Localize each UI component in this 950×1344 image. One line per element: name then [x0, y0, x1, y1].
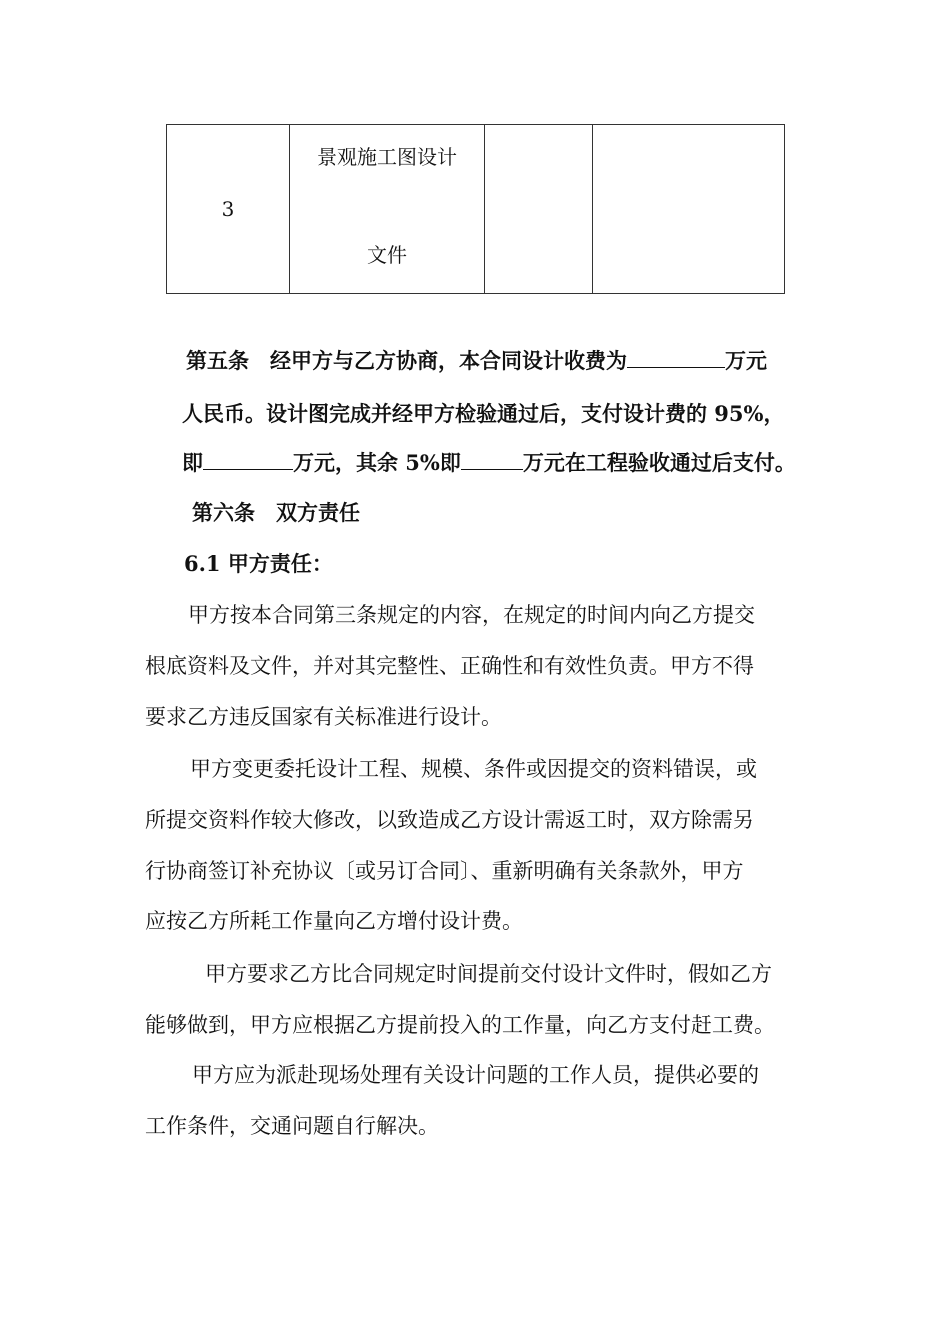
p2-line3: 行协商签订补充协议〔或另订合同〕、重新明确有关条款外，甲方	[145, 859, 744, 883]
payment-blank-2	[461, 449, 523, 470]
article6-title: 第六条 双方责任	[192, 500, 360, 525]
p1-line3: 要求乙方违反国家有关标准进行设计。	[145, 705, 502, 729]
table-row	[167, 125, 785, 294]
article5-line1	[186, 347, 767, 375]
p4-line2: 工作条件，交通问题自行解决。	[145, 1114, 439, 1138]
p3-line1: 甲方要求乙方比合同规定时间提前交付设计文件时，假如乙方	[205, 962, 772, 986]
p4-line1: 甲方应为派赴现场处理有关设计问题的工作人员，提供必要的	[192, 1063, 759, 1087]
fee-blank	[627, 347, 725, 368]
article5-line3-mid: 万元，其余 5%即	[293, 450, 461, 475]
article6-subtitle: 6.1 甲方责任：	[184, 551, 333, 576]
article5-line3-end: 万元在工程验收通过后支付。	[522, 450, 796, 475]
article5-line3-prefix: 即	[182, 450, 203, 475]
p2-line4: 应按乙方所耗工作量向乙方增付设计费。	[145, 909, 523, 933]
p2-line1: 甲方变更委托设计工程、规模、条件或因提交的资料错误，或	[190, 757, 757, 781]
item-name-line1: 景观施工图设计	[317, 145, 457, 169]
p1-line1: 甲方按本合同第三条规定的内容，在规定的时间内向乙方提交	[188, 603, 755, 627]
article5-line2: 人民币。设计图完成并经甲方检验通过后，支付设计费的 95%，	[182, 401, 785, 426]
empty-cell-1	[485, 125, 593, 294]
article5-line1-text: 第五条 经甲方与乙方协商，本合同设计收费为	[186, 348, 627, 373]
p3-line2: 能够做到，甲方应根据乙方提前投入的工作量，向乙方支付赶工费。	[145, 1013, 775, 1037]
payment-blank-1	[203, 449, 293, 470]
fee-table	[166, 124, 785, 294]
p2-line2: 所提交资料作较大修改，以致造成乙方设计需返工时，双方除需另	[145, 808, 754, 832]
row-number-cell: 3	[167, 125, 290, 294]
article5-line1-unit: 万元	[725, 348, 767, 373]
item-name-cell	[290, 125, 485, 294]
p1-line2: 根底资料及文件，并对其完整性、正确性和有效性负责。甲方不得	[145, 654, 754, 678]
empty-cell-2	[593, 125, 785, 294]
item-name-line2: 文件	[367, 243, 407, 267]
article5-line3	[182, 449, 796, 477]
